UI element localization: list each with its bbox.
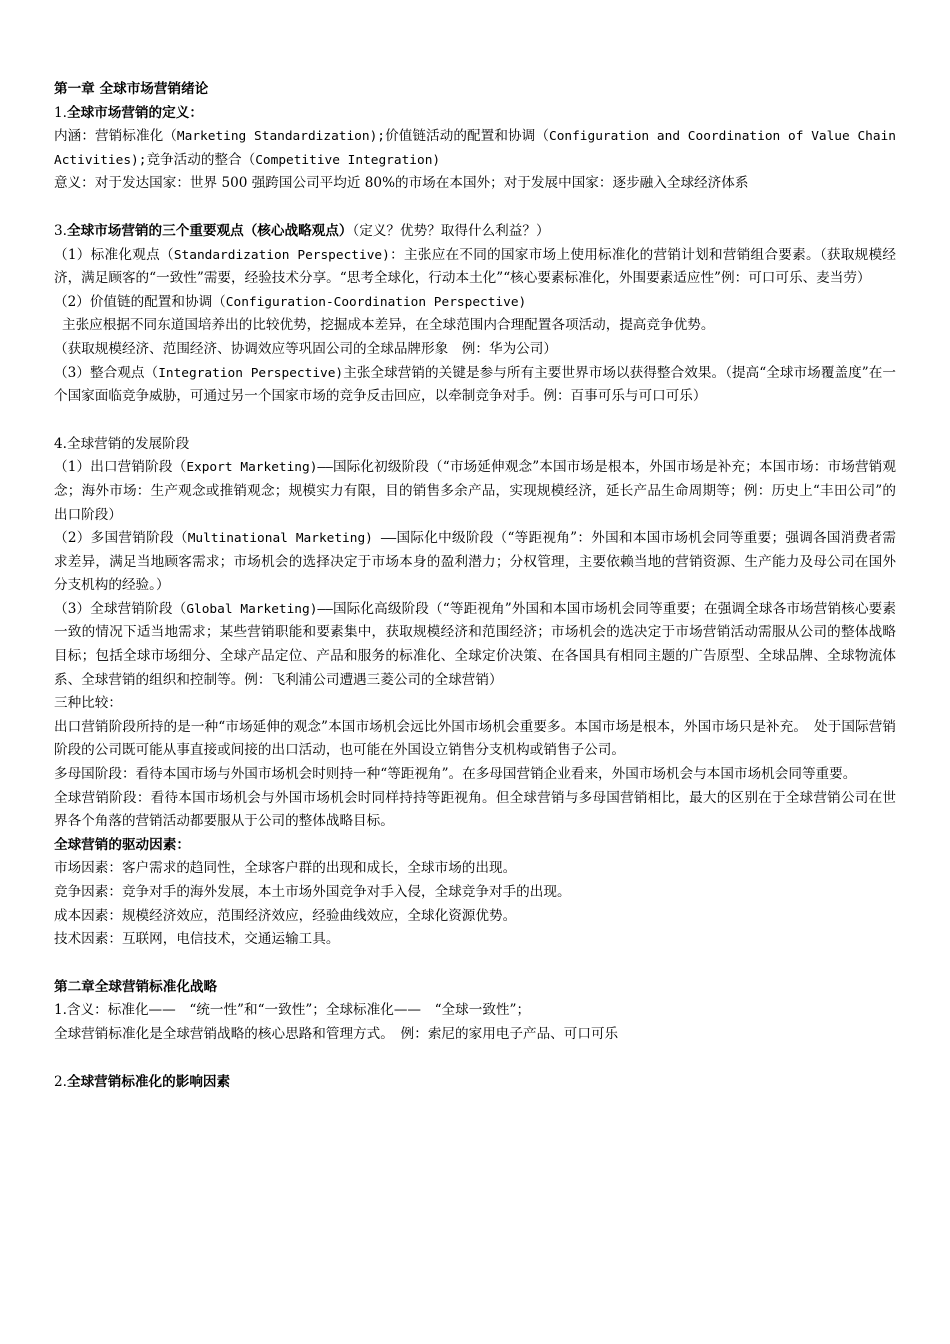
stage2-paragraph: （2）多国营销阶段（Multinational Marketing) ——国际化中级阶段（“等距视角”：外国和本国市场机会同等重要；强调各国消费者需求差异，满足当地顾客需求；市场机会的选择决定于市场本身的盈利潜力；分权管理，主要依赖当地的营销资源、生产能力及母公司在国外分支机构的经验。） (54, 530, 896, 594)
chapter2-definition: 1.含义：标准化—— “统一性”和“一致性”；全球标准化—— “全球一致性”； (54, 1002, 531, 1019)
document-page (54, 78, 896, 1094)
drivers-heading: 全球营销的驱动因素： (54, 836, 190, 853)
driver-technology: 技术因素：互联网，电信技术，交通运输工具。 (54, 931, 340, 948)
perspective3-paragraph: （3）整合观点（Integration Perspective)主张全球营销的关键是参与所有主要世界市场以获得整合效果。（提高“全球市场覆盖度”在一个国家面临竞争威胁，可通过另一个国家市场的竞争反击回应，以牵制竞争对手。例：百事可乐与可口可乐） (54, 364, 896, 405)
chapter2-section2-heading: 2.全球营销标准化的影响因素 (54, 1073, 231, 1090)
chapter2-core: 全球营销标准化是全球营销战略的核心思路和管理方式。 例：索尼的家用电子产品、可口可乐 (54, 1025, 619, 1042)
significance-paragraph: 意义：对于发达国家：世界 500 强跨国公司平均近 80%的市场在本国外；对于发展中国家：逐步融入全球经济体系 (54, 175, 749, 192)
section1-heading: 1.全球市场营销的定义： (54, 104, 203, 121)
perspective2-note: （获取规模经济、范围经济、协调效应等巩固公司的全球品牌形象 例：华为公司） (54, 340, 557, 357)
comparison-global: 全球营销阶段：看待本国市场机会与外国市场机会时同样持持等距视角。但全球营销与多母国营销相比，最大的区别在于全球营销公司在世界各个角落的营销活动都要服从于公司的整体战略目标。 (54, 789, 896, 830)
driver-cost: 成本因素：规模经济效应，范围经济效应，经验曲线效应，全球化资源优势。 (54, 907, 517, 924)
comparison-multinational: 多母国阶段：看待本国市场与外国市场机会时则持一种“等距视角”。在多母国营销企业看来，外国市场机会与本国市场机会同等重要。 (54, 766, 857, 783)
driver-market: 市场因素：客户需求的趋同性，全球客户群的出现和成长，全球市场的出现。 (54, 860, 517, 877)
connotation-paragraph: 内涵：营销标准化（Marketing Standardization);价值链活动的配置和协调（Configuration and Coordination of Value Chain Activities);竞争活动的整合（Competitive Integration) (54, 128, 897, 168)
comparison-export: 出口营销阶段所持的是一种“市场延伸的观念”本国市场机会远比外国市场机会重要多。本国市场是根本，外国市场只是补充。 处于国际营销阶段的公司既可能从事直接或间接的出口活动，也可能在外国设立销售分支机构或销售子公司。 (54, 718, 896, 759)
chapter1-title-text: 第一章 全球市场营销绪论 (54, 81, 209, 97)
comparison-heading: 三种比较： (54, 695, 122, 712)
perspective2-body: 主张应根据不同东道国培养出的比较优势，挖掘成本差异，在全球范围内合理配置各项活动，提高竞争优势。 (62, 317, 715, 334)
chapter1-title (54, 78, 896, 102)
section4-heading: 4.全球营销的发展阶段 (54, 435, 190, 452)
perspective2-paragraph: （2）价值链的配置和协调（Configuration-Coordination Perspective) (54, 293, 527, 310)
perspective1-paragraph: （1）标准化观点（Standardization Perspective)：主张应在不同的国家市场上使用标准化的营销计划和营销组合要素。（获取规模经济，满足顾客的“一致性”需要，经验技术分享。“思考全球化，行动本土化”“核心要素标准化，外围要素适应性”例：可口可乐、麦当劳） (54, 246, 896, 287)
section3-heading: 3.全球市场营销的三个重要观点（核心战略观点）（定义？优势？取得什么利益？） (54, 222, 550, 239)
chapter2-title: 第二章全球营销标准化战略 (54, 978, 218, 995)
stage1-paragraph: （1）出口营销阶段（Export Marketing)——国际化初级阶段（“市场延伸观念”本国市场是根本，外国市场是补充；本国市场：市场营销观念；海外市场：生产观念或推销观念；规模实力有限，目的销售多余产品，实现规模经济，延长产品生命周期等；例：历史上“丰田公司”的出口阶段） (54, 459, 896, 523)
stage3-paragraph: （3）全球营销阶段（Global Marketing)——国际化高级阶段（“等距视角”外国和本国市场机会同等重要；在强调全球各市场营销核心要素一致的情况下适当地需求；某些营销职能和要素集中，获取规模经济和范围经济；市场机会的选决定于市场营销活动需服从公司的整体战略目标；包括全球市场细分、全球产品定位、产品和服务的标准化、全球定价决策、在各国具有相同主题的广告原型、全球品牌、全球物流体系、全球营销的组织和控制等。例：飞利浦公司遭遇三菱公司的全球营销） (54, 600, 896, 688)
driver-competition: 竞争因素：竞争对手的海外发展，本土市场外国竞争对手入侵，全球竞争对手的出现。 (54, 884, 571, 900)
